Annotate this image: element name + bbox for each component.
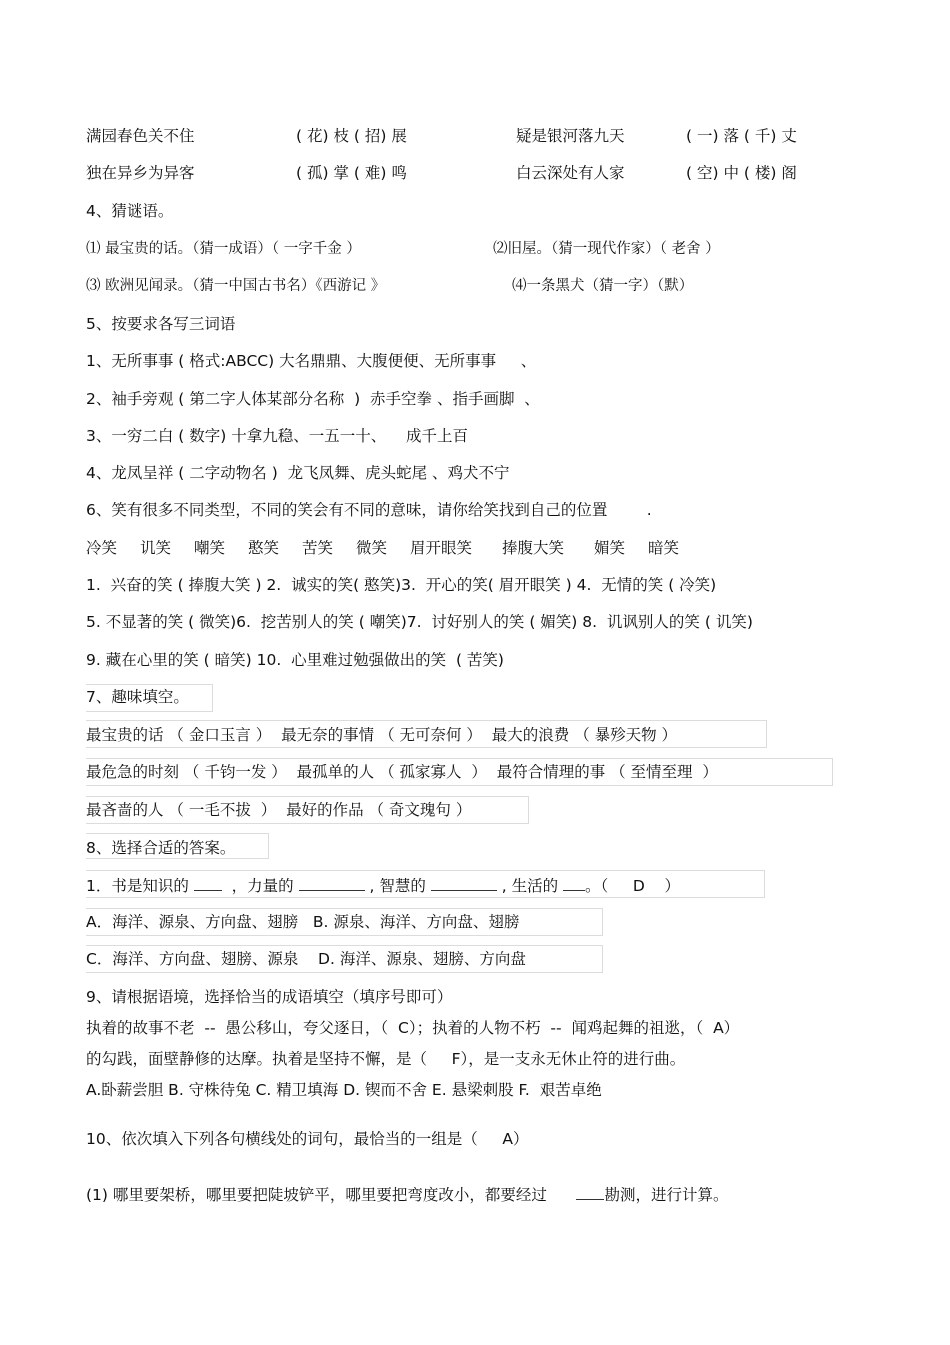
poem-line: 满园春色关不住 [86,127,195,145]
blank-line [576,1183,604,1200]
laugh-word: 嘲笑 [194,539,226,557]
laugh-word: 捧腹大笑 [502,539,565,557]
laugh-word: 讥笑 [140,539,172,557]
blank-line [563,874,585,891]
poem-line: 白云深处有人家 [516,164,625,182]
section-9-line: 执着的故事不老 -- 愚公移山，夸父逐日，（ C）；执着的人物不朽 -- 闻鸡起舞的祖逖，（ A） [86,1019,740,1037]
idiom-answer: ( 空) 中 ( 楼) 阁 [686,164,797,182]
section-10-question: (1) 哪里要架桥，哪里要把陡坡铲平，哪里要把弯度改小，都要经过 勘测，进行计算。 [86,1183,728,1205]
section-9-line: A.卧薪尝胆 B. 守株待兔 C. 精卫填海 D. 锲而不舍 E. 悬梁刺股 F. 艰苦卓绝 [86,1081,602,1099]
laugh-word: 苦笑 [302,539,334,557]
riddle-3: ⑶ 欧洲见闻录。（猜一中国古书名）《西游记 》 [86,278,386,294]
laugh-word: 憨笑 [248,539,280,557]
section-6-title: 6、笑有很多不同类型，不同的笑会有不同的意味，请你给笑找到自己的位置 . [86,501,652,519]
section-8-question: 1．书是知识的 ，力量的 , 智慧的 , 生活的 。（ D ） [86,874,680,896]
poem-line: 疑是银河落九天 [516,127,625,145]
section-9-title: 9、请根据语境，选择恰当的成语填空（填序号即可） [86,988,453,1006]
section-7-title: 7、趣味填空。 [86,688,189,706]
laugh-word: 暗笑 [648,539,680,557]
riddle-1: ⑴ 最宝贵的话。（猜一成语）（ 一字千金 ） [86,241,361,257]
section-10-title: 10、依次填入下列各句横线处的词句，最恰当的一组是（ A） [86,1130,529,1148]
idiom-answer: ( 一) 落 ( 千) 丈 [686,127,797,145]
section-5-line: 3、一穷二白 ( 数字) 十拿九稳、一五一十、 成千上百 [86,427,468,445]
idiom-answer: ( 孤) 掌 ( 难) 鸣 [296,164,407,182]
riddle-4: ⑷一条黑犬（猜一字）（默） [512,278,694,294]
poem-line: 独在异乡为异客 [86,164,195,182]
section-7-line: 最宝贵的话 （ 金口玉言 ） 最无奈的事情 （ 无可奈何 ） 最大的浪费 （ 暴殄天物 ） [86,726,678,744]
idiom-answer: ( 花) 枝 ( 招) 展 [296,127,407,145]
blank-line [194,874,222,891]
riddle-2: ⑵旧屋。（猜一现代作家）（ 老舍 ） [493,241,720,257]
laugh-word: 冷笑 [86,539,118,557]
section-8-option: A．海洋、源泉、方向盘、翅膀 B. 源泉、海洋、方向盘、翅膀 [86,913,520,931]
section-6-line: 9. 藏在心里的笑 ( 暗笑) 10. 心里难过勉强做出的笑 ( 苦笑) [86,651,504,669]
section-7-line: 最危急的时刻 （ 千钧一发 ） 最孤单的人 （ 孤家寡人 ） 最符合情理的事 （ 至情至理 ） [86,763,718,781]
section-5-line: 2、袖手旁观 ( 第二字人体某部分名称 ) 赤手空拳 、指手画脚 、 [86,390,540,408]
laugh-word: 眉开眼笑 [410,539,473,557]
section-4-title: 4、猜谜语。 [86,202,174,220]
section-9-line: 的勾践，面壁静修的达摩。执着是坚持不懈，是（ F），是一支永无休止符的进行曲。 [86,1050,686,1068]
section-8-title: 8、选择合适的答案。 [86,839,236,857]
blank-line [431,874,497,891]
section-6-line: 5. 不显著的笑 ( 微笑)6. 挖苦别人的笑 ( 嘲笑)7. 讨好别人的笑 ( 媚笑) 8. 讥讽别人的笑 ( 讥笑) [86,613,753,631]
section-7-line: 最吝啬的人 （ 一毛不拔 ） 最好的作品 （ 奇文瑰句 ） [86,801,472,819]
section-8-option: C．海洋、方向盘、翅膀、源泉 D. 海洋、源泉、翅膀、方向盘 [86,950,526,968]
blank-line [299,874,365,891]
section-5-title: 5、按要求各写三词语 [86,315,236,333]
section-5-line: 1、无所事事 ( 格式:ABCC) 大名鼎鼎、大腹便便、无所事事 、 [86,352,537,370]
laugh-word: 媚笑 [594,539,626,557]
section-6-line: 1. 兴奋的笑 ( 捧腹大笑 ) 2. 诚实的笑( 憨笑)3. 开心的笑( 眉开眼笑 ) 4. 无情的笑 ( 冷笑) [86,576,717,594]
section-5-line: 4、龙凤呈祥 ( 二字动物名 ) 龙飞凤舞、虎头蛇尾 、鸡犬不宁 [86,464,510,482]
laugh-word: 微笑 [356,539,388,557]
